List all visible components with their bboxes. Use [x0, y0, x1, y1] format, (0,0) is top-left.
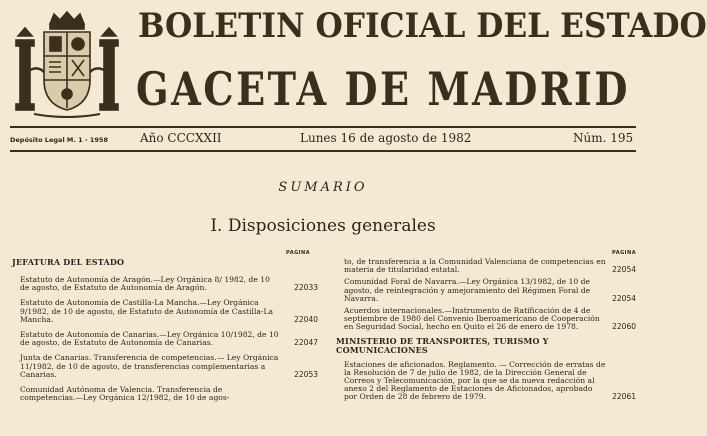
- page-number: 22053: [294, 369, 318, 379]
- list-item: Estatuto de Autonomía de Canarias.—Ley Orgánica 10/1982, de 10 de agosto, de Estatuto de Autonomía de Canarias. 22047: [20, 330, 318, 348]
- issue-year: Año CCCXXII: [140, 131, 222, 145]
- gazette-subtitle: GACETA DE MADRID: [136, 62, 630, 116]
- page-column-label: PAGINA: [286, 250, 311, 256]
- section-heading: MINISTERIO DE TRANSPORTES, TURISMO Y COMUNICACIONES: [336, 335, 549, 355]
- issue-number: Núm. 195: [573, 131, 634, 145]
- page-number: 22033: [294, 283, 318, 293]
- page-number: 22060: [612, 322, 636, 332]
- header-rule-bottom: [10, 150, 636, 152]
- list-item: Estatuto de Autonomía de Castilla-La Mancha.—Ley Orgánica 9/1982, de 10 de agosto, de Estatuto de Autonomía de Castilla-La Mancha. 22040: [20, 298, 318, 324]
- header-rule-top: [10, 126, 636, 128]
- page-number: 22047: [294, 338, 318, 348]
- list-item: Estatuto de Autonomía de Aragón.—Ley Orgánica 8/ 1982, de 10 de agosto, de Estatuto de Autonomía de Aragón. 22033: [20, 275, 318, 293]
- page-number: 22061: [612, 392, 636, 402]
- page-column-label: PAGINA: [612, 250, 637, 256]
- section-heading: JEFATURA DEL ESTADO: [12, 257, 125, 267]
- list-item: Estaciones de aficionados. Reglamento. — Corrección de erratas de la Resolución de 7 de julio de 1982, de la Dirección General de Correos y Telecomunicación, por la que se da nueva redacción al anexo 2 del Reglamento de Estaciones de Aficionados, aprobado por Orden de 28 de febrero de 1979. 22061: [344, 359, 636, 402]
- left-column: [12, 250, 318, 402]
- list-item: to, de transferencia a la Comunidad Valenciana de competencias en materia de titularidad estatal. 22054: [344, 257, 636, 275]
- list-item: Junta de Canarias. Transferencia de competencias.— Ley Orgánica 11/1982, de 10 de agosto, de transferencias complementarias a Canarias. 22053: [20, 353, 318, 379]
- list-item: Acuerdos internacionales.—Instrumento de Ratificación de 4 de septiembre de 1980 del Convenio Iberoamericano de Cooperación en Seguridad Social, hecho en Quito el 26 de enero de 1978. 22060: [344, 306, 636, 332]
- list-item: Comunidad Autónoma de Valencia. Transferencia de competencias.—Ley Orgánica 12/1982, de 10 de agos-: [20, 385, 230, 403]
- page-number: 22040: [294, 314, 318, 324]
- coat-of-arms-icon: [14, 10, 120, 118]
- issue-date: Lunes 16 de agosto de 1982: [300, 131, 472, 145]
- section-title: I. Disposiciones generales: [210, 216, 436, 236]
- legal-deposit: Depósito Legal M. 1 - 1958: [10, 136, 108, 144]
- page-number: 22054: [612, 265, 636, 275]
- right-column: [336, 250, 636, 402]
- summary-title: SUMARIO: [278, 180, 368, 195]
- page-number: 22054: [612, 293, 636, 303]
- list-item: Comunidad Foral de Navarra.—Ley Orgánica 13/1982, de 10 de agosto, de reintegración y amejoramiento del Régimen Foral de Navarra. 22054: [344, 277, 636, 303]
- gazette-title: BOLETIN OFICIAL DEL ESTADO: [138, 6, 707, 46]
